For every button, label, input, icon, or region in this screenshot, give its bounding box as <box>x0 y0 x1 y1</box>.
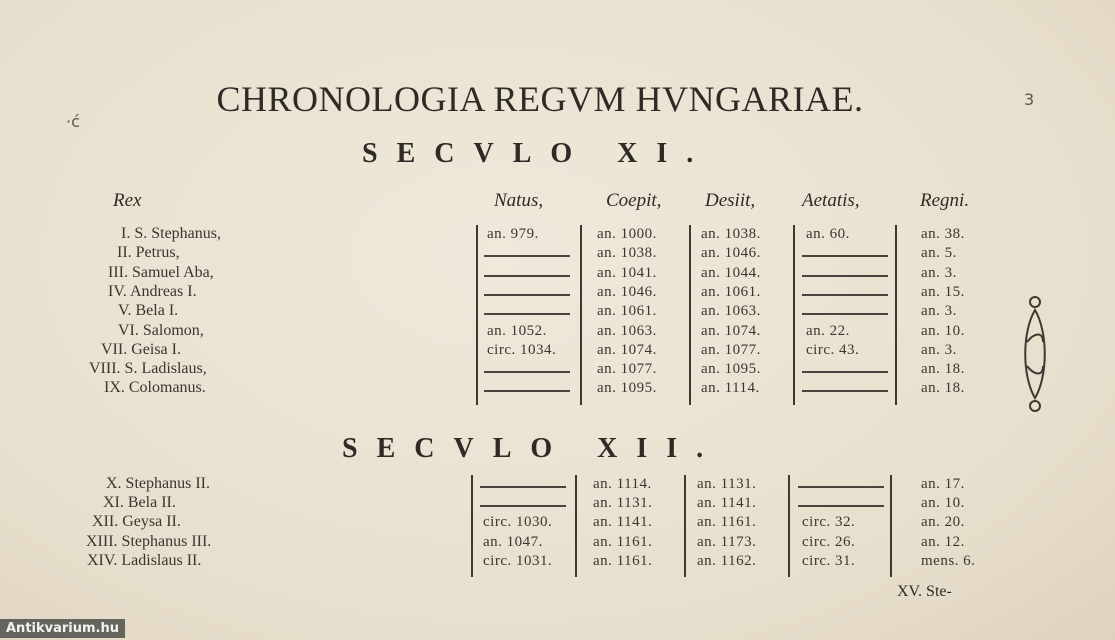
section-header-xii: SECVLO XII. <box>342 433 723 464</box>
cell-regni: an. 18. <box>921 361 965 378</box>
cell-desiit: an. 1131. <box>697 476 757 492</box>
column-header-aetatis: Aetatis, <box>802 190 860 211</box>
rex-name: X. Stephanus II. <box>106 475 210 492</box>
cell-desiit: an. 1162. <box>697 552 757 569</box>
cell-desiit: an. 1044. <box>701 264 761 281</box>
column-rule <box>580 225 582 405</box>
dash-aetatis <box>802 255 888 257</box>
cell-regni: an. 3. <box>921 303 957 320</box>
cell-coepit: an. 1041. <box>597 264 657 281</box>
cell-desiit: an. 1063. <box>701 303 761 320</box>
cell-coepit: an. 1074. <box>597 341 657 358</box>
column-rule <box>684 475 686 577</box>
cell-desiit: an. 1074. <box>701 322 761 339</box>
cell-desiit: an. 1077. <box>701 341 761 358</box>
rex-name: III. Samuel Aba, <box>108 263 214 281</box>
dash-natus <box>484 294 570 296</box>
page-number: 3 <box>1024 90 1035 109</box>
cell-regni: an. 18. <box>921 380 965 397</box>
cell-coepit: an. 1061. <box>597 303 657 320</box>
cell-coepit: an. 1038. <box>597 245 657 262</box>
cell-regni: an. 38. <box>921 226 965 242</box>
cell-desiit: an. 1161. <box>697 514 757 531</box>
column-header-regni: Regni. <box>920 190 970 211</box>
cell-natus: circ. 1030. <box>483 514 553 531</box>
dash-natus <box>484 255 570 257</box>
cell-coepit: an. 1046. <box>597 283 657 300</box>
cell-aetatis: an. 60. <box>806 226 850 242</box>
cell-desiit: an. 1038. <box>701 226 761 242</box>
cell-aetatis: an. 22. <box>806 322 850 339</box>
cell-regni: an. 17. <box>921 476 965 492</box>
dash-aetatis <box>798 486 884 488</box>
section-header-xi: SECVLO XI. <box>362 138 713 169</box>
cell-natus: an. 1052. <box>487 322 547 339</box>
column-header-desiit: Desiit, <box>705 190 756 211</box>
dash-natus <box>484 275 570 277</box>
dash-aetatis <box>802 313 888 315</box>
rex-name: IX. Colomanus. <box>104 379 206 397</box>
cell-coepit: an. 1161. <box>593 533 653 550</box>
cell-regni: an. 10. <box>921 322 965 339</box>
cell-aetatis: circ. 26. <box>802 533 856 550</box>
cell-regni: an. 3. <box>921 264 957 281</box>
cell-coepit: an. 1114. <box>593 476 652 492</box>
dash-aetatis <box>798 505 884 507</box>
rex-name: XII. Geysa II. <box>92 513 181 531</box>
column-rule <box>890 475 892 577</box>
dash-aetatis <box>802 294 888 296</box>
column-rule <box>793 225 795 405</box>
rex-name: VIII. S. Ladislaus, <box>89 360 207 378</box>
rex-name: II. Petrus, <box>117 244 180 262</box>
margin-mark: ·ć <box>66 112 80 131</box>
cell-coepit: an. 1077. <box>597 361 657 378</box>
dash-natus <box>484 313 570 315</box>
rex-name: XIV. Ladislaus II. <box>87 551 202 569</box>
column-rule <box>476 225 478 405</box>
column-rule <box>895 225 897 405</box>
cell-regni: an. 10. <box>921 495 965 512</box>
column-rule <box>788 475 790 577</box>
catchword: XV. Ste- <box>897 583 952 600</box>
cell-coepit: an. 1131. <box>593 495 653 512</box>
cell-coepit: an. 1161. <box>593 552 653 569</box>
rex-name: I. S. Stephanus, <box>121 225 221 242</box>
dash-natus <box>480 486 566 488</box>
dash-aetatis <box>802 275 888 277</box>
cell-natus: circ. 1031. <box>483 552 553 569</box>
rex-name: XI. Bela II. <box>103 494 176 512</box>
cell-natus: an. 1047. <box>483 533 543 550</box>
cell-natus: an. 979. <box>487 226 539 242</box>
dash-aetatis <box>802 371 888 373</box>
cell-coepit: an. 1095. <box>597 380 657 397</box>
rex-name: XIII. Stephanus III. <box>86 532 212 550</box>
rex-name: V. Bela I. <box>118 302 179 320</box>
cell-regni: an. 12. <box>921 533 965 550</box>
watermark: Antikvarium.hu <box>0 619 125 638</box>
cell-aetatis: circ. 43. <box>806 341 860 358</box>
cell-aetatis: circ. 31. <box>802 552 856 569</box>
cell-desiit: an. 1061. <box>701 283 761 300</box>
cell-desiit: an. 1173. <box>697 533 757 550</box>
cell-coepit: an. 1000. <box>597 226 657 242</box>
column-header-coepit: Coepit, <box>606 190 662 211</box>
cell-aetatis: circ. 32. <box>802 514 856 531</box>
dash-natus <box>480 505 566 507</box>
dash-natus <box>484 390 570 392</box>
rex-name: VI. Salomon, <box>118 321 204 339</box>
dash-aetatis <box>802 390 888 392</box>
column-rule <box>471 475 473 577</box>
column-rule <box>575 475 577 577</box>
rex-name: IV. Andreas I. <box>108 282 197 300</box>
cell-regni: an. 20. <box>921 514 965 531</box>
rex-name: VII. Geisa I. <box>101 340 181 358</box>
cell-desiit: an. 1114. <box>701 380 760 397</box>
ornament-icon <box>1018 292 1052 416</box>
cell-desiit: an. 1141. <box>697 495 757 512</box>
column-header-natus: Natus, <box>494 190 544 211</box>
cell-desiit: an. 1046. <box>701 245 761 262</box>
cell-regni: an. 3. <box>921 341 957 358</box>
column-rule <box>689 225 691 405</box>
cell-regni: an. 5. <box>921 245 957 262</box>
cell-natus: circ. 1034. <box>487 341 557 358</box>
cell-desiit: an. 1095. <box>701 361 761 378</box>
cell-regni: an. 15. <box>921 283 965 300</box>
page-title: CHRONOLOGIA REGVM HVNGARIAE. <box>216 79 864 119</box>
cell-coepit: an. 1141. <box>593 514 653 531</box>
column-header-rex: Rex <box>113 190 142 211</box>
dash-natus <box>484 371 570 373</box>
cell-coepit: an. 1063. <box>597 322 657 339</box>
cell-regni: mens. 6. <box>921 552 976 569</box>
